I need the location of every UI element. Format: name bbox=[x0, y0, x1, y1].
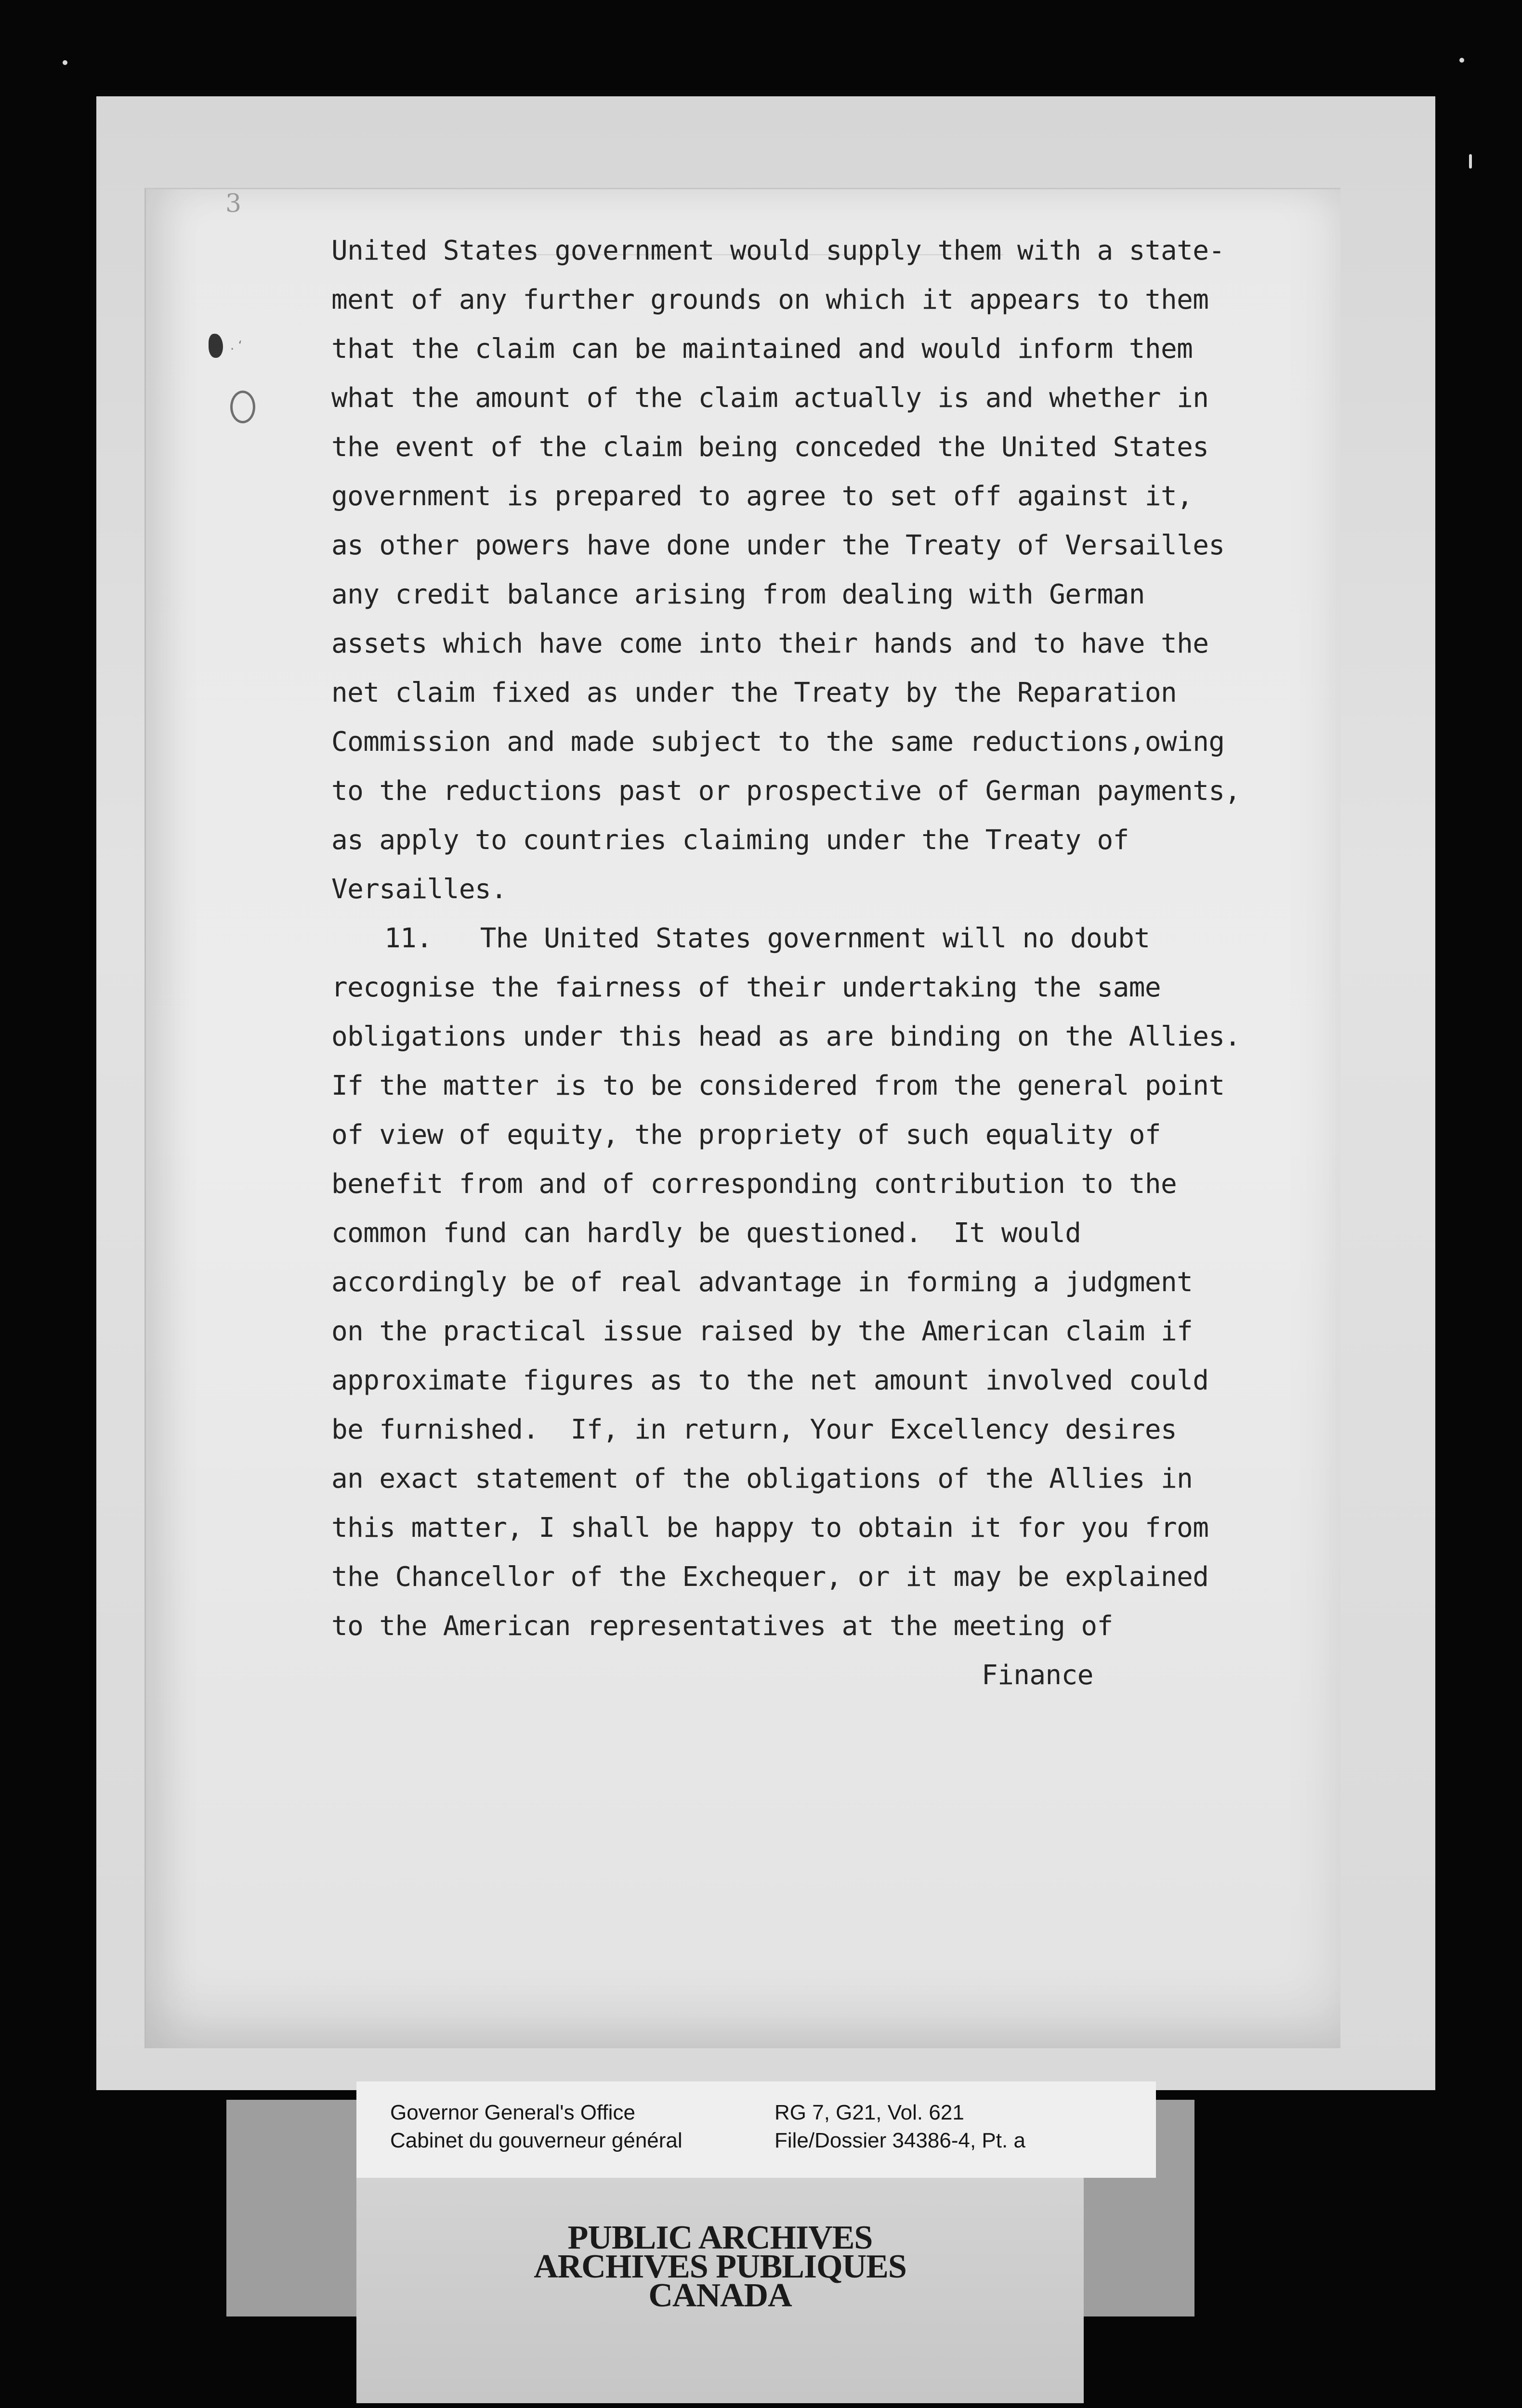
text-line: the Chancellor of the Exchequer, or it may be explained bbox=[331, 1561, 1209, 1593]
text-line: that the claim can be maintained and would inform them bbox=[331, 333, 1193, 365]
text-line: to the reductions past or prospective of German payments, bbox=[331, 775, 1241, 807]
archives-stamp-line-3: CANADA bbox=[648, 2277, 792, 2314]
text-line: this matter, I shall be happy to obtain it for you from bbox=[331, 1512, 1209, 1544]
text-line: United States government would supply them with a state- bbox=[331, 235, 1225, 266]
text-line: Commission and made subject to the same reductions,owing bbox=[331, 726, 1225, 758]
text-line: accordingly be of real advantage in forming a judgment bbox=[331, 1267, 1193, 1298]
text-line: the event of the claim being conceded the United States bbox=[331, 432, 1209, 463]
text-line: approximate figures as to the net amount involved could bbox=[331, 1365, 1209, 1396]
text-line: 11. The United States government will no doubt bbox=[384, 923, 1150, 954]
film-edge-mark bbox=[63, 60, 67, 65]
archives-stamp-line-1: PUBLIC ARCHIVES bbox=[567, 2219, 873, 2256]
text-line: as apply to countries claiming under the Treaty of bbox=[331, 824, 1129, 856]
text-line: any credit balance arising from dealing with German bbox=[331, 579, 1145, 610]
typed-letter-body bbox=[331, 226, 1275, 1700]
record-group-reference: RG 7, G21, Vol. 621 bbox=[774, 2101, 964, 2124]
text-line: obligations under this head as are binding on the Allies. bbox=[331, 1021, 1241, 1052]
text-line: government is prepared to agree to set off against it, bbox=[331, 481, 1193, 512]
punch-hole bbox=[230, 391, 255, 423]
office-english: Governor General's Office bbox=[390, 2101, 635, 2124]
ink-dots: . ‘ bbox=[230, 339, 242, 353]
text-line: recognise the fairness of their undertaking the same bbox=[331, 972, 1161, 1003]
text-line: an exact statement of the obligations of the Allies in bbox=[331, 1463, 1193, 1494]
text-line: assets which have come into their hands and to have the bbox=[331, 628, 1209, 659]
text-line: be furnished. If, in return, Your Excellency desires bbox=[331, 1414, 1177, 1445]
text-line: ment of any further grounds on which it appears to them bbox=[331, 284, 1209, 315]
text-line: of view of equity, the propriety of such equality of bbox=[331, 1119, 1161, 1151]
ink-blot bbox=[209, 334, 223, 358]
text-line: to the American representatives at the meeting of bbox=[331, 1610, 1113, 1642]
film-edge-mark bbox=[1459, 58, 1464, 63]
text-line: on the practical issue raised by the American claim if bbox=[331, 1316, 1193, 1347]
file-reference: File/Dossier 34386-4, Pt. a bbox=[774, 2129, 1025, 2152]
film-edge-mark bbox=[1469, 154, 1472, 169]
text-line: Finance bbox=[982, 1660, 1093, 1691]
page-number: 3 bbox=[225, 189, 242, 218]
text-line: benefit from and of corresponding contribution to the bbox=[331, 1168, 1177, 1200]
text-line: Versailles. bbox=[331, 874, 507, 905]
text-line: what the amount of the claim actually is and whether in bbox=[331, 382, 1209, 414]
text-line: If the matter is to be considered from the general point bbox=[331, 1070, 1225, 1101]
text-line: net claim fixed as under the Treaty by the Reparation bbox=[331, 677, 1177, 708]
text-line: common fund can hardly be questioned. It would bbox=[331, 1217, 1081, 1249]
archives-stamp-line-2: ARCHIVES PUBLIQUES bbox=[534, 2248, 906, 2285]
text-line: as other powers have done under the Treaty of Versailles bbox=[331, 530, 1225, 561]
office-french: Cabinet du gouverneur général bbox=[390, 2129, 682, 2152]
